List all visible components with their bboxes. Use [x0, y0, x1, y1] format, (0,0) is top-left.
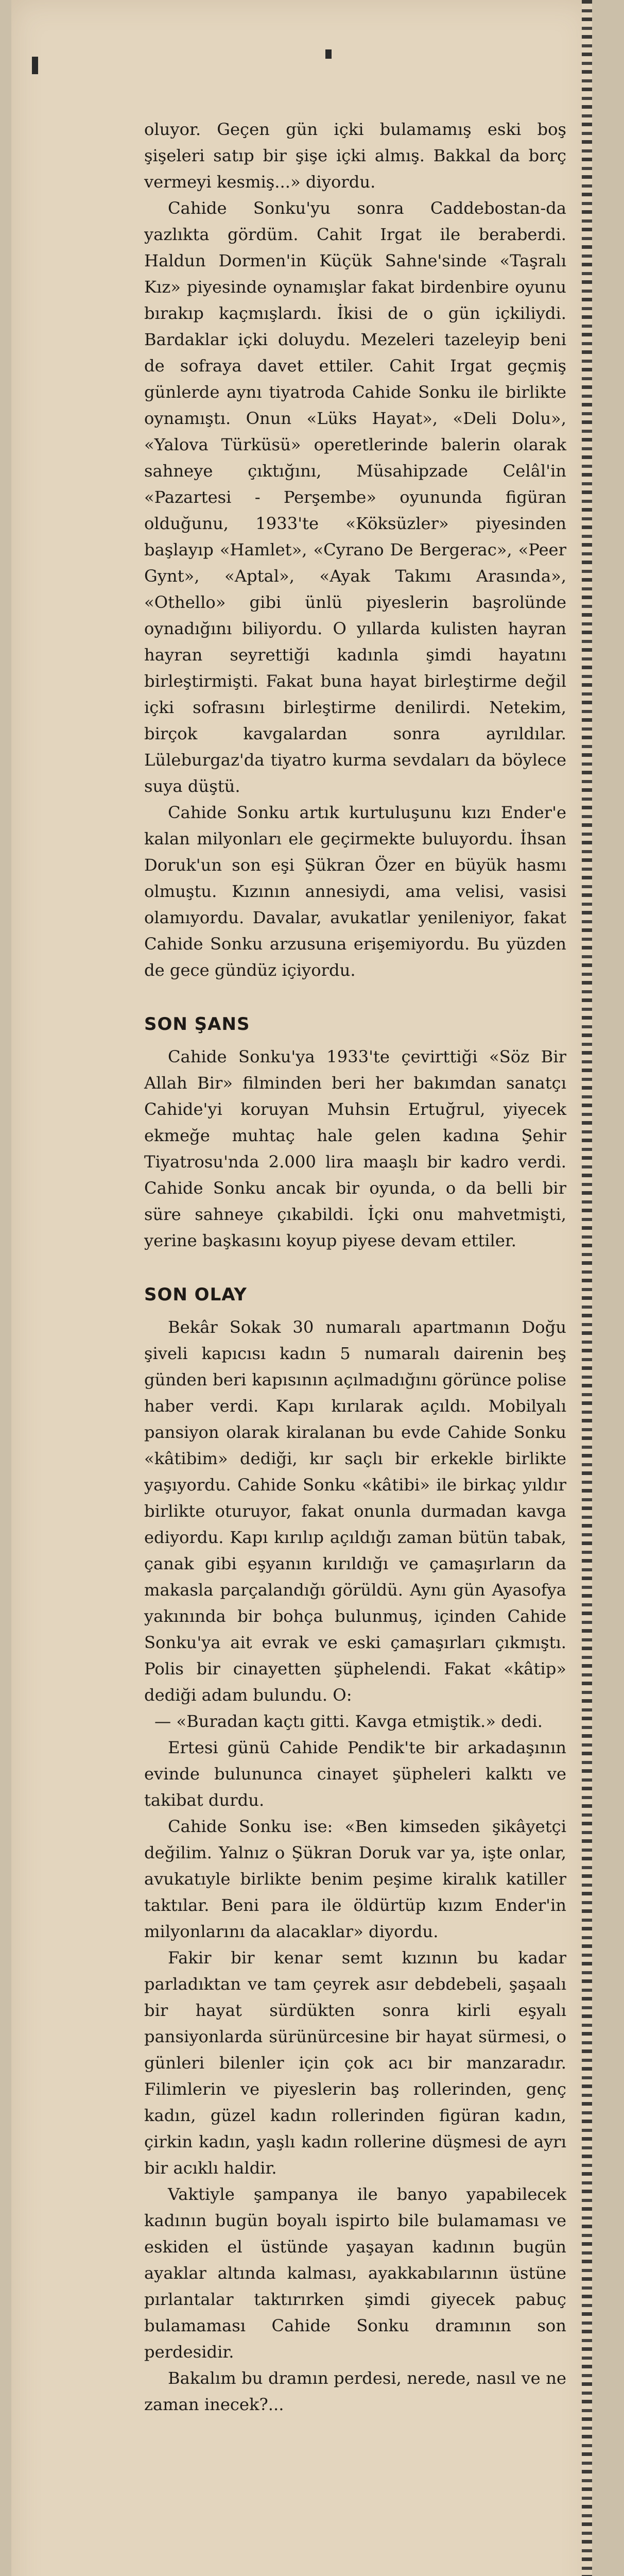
- paragraph: — «Buradan kaçtı gitti. Kavga etmiştik.» dedi.: [154, 1711, 543, 1731]
- margin-mark: [325, 49, 332, 59]
- margin-mark: [32, 57, 38, 74]
- paragraph: Fakir bir kenar semt kızının bu kadar parladıktan ve tam çeyrek asır debdebeli, şaşaalı bir hayat sürdükten sonra kirli eşyalı pansiyonlarda sürünürcesine bir hayat sürmesi, o günleri bilenler için çok acı bir manzaradır. Filimlerin ve piyeslerin baş rollerinden, genç kadın, güzel kadın rollerinden figüran kadın, çirkin kadın, yaşlı kadın rollerine düşmesi de ayrı bir acıklı haldir.: [144, 1948, 566, 2178]
- section-heading: SON OLAY: [144, 1284, 247, 1305]
- paragraph: oluyor. Geçen gün içki bulamamış eski boş şişeleri satıp bir şişe içki almış. Bakkal da borç vermeyi kesmiş...» diyordu.: [144, 120, 566, 192]
- paragraph: Vaktiyle şampanya ile banyo yapabilecek kadının bugün boyalı ispirto bile bulamaması ve eskiden el üstünde yaşayan kadının bugün ayaklar altında kalması, ayakkabılarının üstüne pırlantalar taktırırken şimdi giyecek pabuç bulamaması Cahide Sonku dramının son perdesidir.: [144, 2184, 566, 2362]
- paragraph: Ertesi günü Cahide Pendik'te bir arkadaşının evinde bulununca cinayet şüpheleri kalktı ve takibat durdu.: [144, 1738, 566, 1810]
- paragraph: Cahide Sonku'yu sonra Caddebostan-da yazlıkta gördüm. Cahit Irgat ile beraberdi. Haldun Dormen'in Küçük Sahne'sinde «Taşralı Kız» piyesinde oynamışlar fakat birdenbire oyunu bırakıp kaçmışlardı. İkisi de o gün içkiliydi. Bardaklar içki doluydu. Mezeleri tazeleyip beni de sofraya davet ettiler. Cahit Irgat geçmiş günlerde aynı tiyatroda Cahide Sonku ile birlikte oynamıştı. Onun «Lüks Hayat», «Deli Dolu», «Yalova Türküsü» operetlerinde balerin olarak sahneye çıktığını, Müsahipzade Celâl'in «Pazartesi - Perşembe» oyununda figüran olduğunu, 1933'te «Köksüzler» piyesinden başlayıp «Hamlet», «Cyrano De Bergerac», «Peer Gynt», «Aptal», «Ayak Takımı Arasında», «Othello» gibi ünlü piyeslerin başrolünde oynadığını biliyordu. O yıllarda kulisten hayran hayran seyrettiği kadınla şimdi hayatını birleştirmişti. Fakat buna hayat birleştirme değil içki sofrasını birleştirme denilirdi. Netekim, birçok kavgalardan sonra ayrıldılar. Lüleburgaz'da tiyatro kurma sevdaları da böylece suya düştü.: [144, 198, 566, 796]
- paragraph: Cahide Sonku'ya 1933'te çevirttiği «Söz Bir Allah Bir» filminden beri her bakımdan sanatçı Cahide'yi koruyan Muhsin Ertuğrul, yiyecek ekmeğe muhtaç hale gelen kadına Şehir Tiyatrosu'nda 2.000 lira maaşlı bir kadro verdi. Cahide Sonku ancak bir oyunda, o da belli bir süre sahneye çıkabildi. İçki onu mahvetmişti, yerine başkasını koyup piyese devam ettiler.: [144, 1047, 566, 1250]
- paragraph: Cahide Sonku ise: «Ben kimseden şikâyetçi değilim. Yalnız o Şükran Doruk var ya, işte onlar, avukatıyle birlikte benim peşime kiralık katiller taktılar. Beni para ile öldürtüp kızım Ender'in milyonlarını da alacaklar» diyordu.: [144, 1817, 566, 1941]
- paragraph: Bekâr Sokak 30 numaralı apartmanın Doğu şiveli kapıcısı kadın 5 numaralı dairenin beş günden beri kapısının açılmadığını görünce polise haber verdi. Kapı kırılarak açıldı. Mobilyalı pansiyon olarak kiralanan bu evde Cahide Sonku «kâtibim» dediği, kır saçlı bir erkekle birlikte yaşıyordu. Cahide Sonku «kâtibi» ile birkaç yıldır birlikte oturuyor, fakat onunla durmadan kavga ediyordu. Kapı kırılıp açıldığı zaman bütün tabak, çanak gibi eşyanın kırıldığı ve çamaşırların da makasla parçalandığı görüldü. Aynı gün Ayasofya yakınında bir bohça bulunmuş, içinden Cahide Sonku'ya ait evrak ve eski çamaşırları çıkmıştı. Polis bir cinayetten şüphelendi. Fakat «kâtip» dediği adam bulundu. O:: [144, 1317, 566, 1705]
- article-body: [144, 116, 566, 2418]
- section-heading: SON ŞANS: [144, 1014, 250, 1035]
- paragraph: Bakalım bu dramın perdesi, nerede, nasıl ve ne zaman inecek?...: [144, 2368, 566, 2414]
- paragraph: Cahide Sonku artık kurtuluşunu kızı Ender'e kalan milyonları ele geçirmekte buluyordu. İhsan Doruk'un son eşi Şükran Özer en büyük hasmı olmuştu. Kızının annesiydi, ama velisi, vasisi olamıyordu. Davalar, avukatlar yenileniyor, fakat Cahide Sonku arzusuna erişemiyordu. Bu yüzden de gece gündüz içiyordu.: [144, 803, 566, 980]
- newspaper-clipping: [11, 0, 592, 2576]
- torn-edge: [582, 0, 592, 2576]
